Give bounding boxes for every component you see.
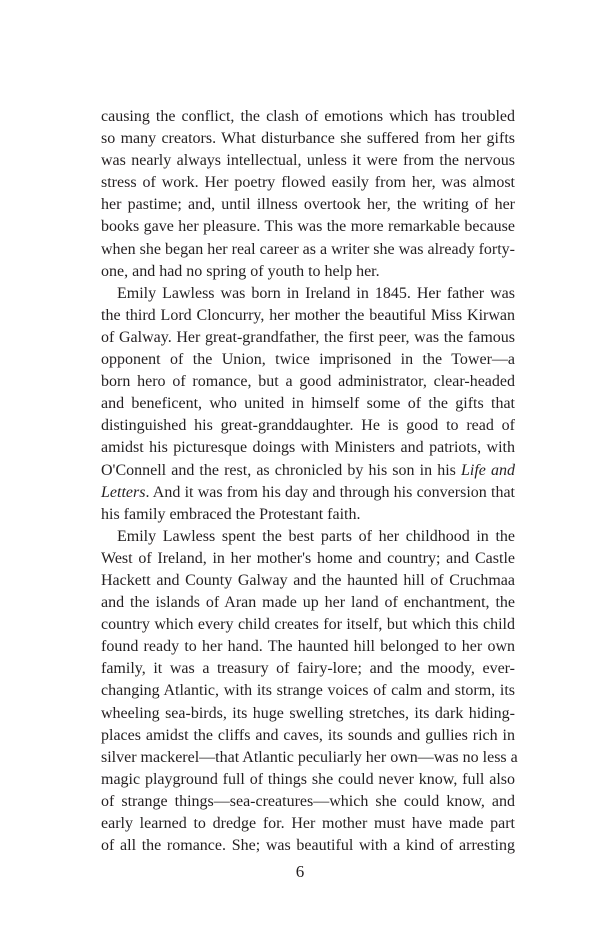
text-line: country which every child creates for itself, but which this child xyxy=(101,616,515,634)
text-line: Hackett and County Galway and the haunted hill of Cruchmaa xyxy=(101,571,515,589)
text-line: the third Lord Cloncurry, her mother the beautiful Miss Kirwan xyxy=(101,306,515,324)
text-line: opponent of the Union, twice imprisoned in the Tower—a xyxy=(101,351,515,369)
book-title-italic: Life and xyxy=(461,461,516,479)
text-line: places amidst the cliffs and caves, its sounds and gullies rich in xyxy=(101,726,515,744)
text-line: causing the conflict, the clash of emotions which has troubled xyxy=(101,108,515,125)
text-line: and the islands of Aran made up her land of enchantment, the xyxy=(101,594,515,612)
text-line: amidst his picturesque doings with Ministers and patriots, with xyxy=(101,439,515,457)
text-line: Letters. And it was from his day and through his conversion that xyxy=(101,483,515,501)
text-line: changing Atlantic, with its strange voices of calm and storm, its xyxy=(101,682,515,700)
text-line: family, it was a treasury of fairy-lore; and the moody, ever- xyxy=(101,660,515,678)
text-line: West of Ireland, in her mother's home and country; and Castle xyxy=(101,549,515,567)
text-line: early learned to dredge for. Her mother must have made part xyxy=(101,815,515,832)
text-line: of Galway. Her great-grandfather, the first peer, was the famous xyxy=(101,328,515,346)
text-line: born hero of romance, but a good administrator, clear-headed xyxy=(101,373,515,391)
text-line: magic playground full of things she could never know, full also xyxy=(101,770,515,788)
text-line: one, and had no spring of youth to help her. xyxy=(101,262,380,280)
text-line: found ready to her hand. The haunted hill belonged to her own xyxy=(101,638,515,656)
text-line: silver mackerel—that Atlantic peculiarly her own—was no less a xyxy=(101,748,518,766)
text-line: of all the romance. She; was beautiful with a kind of arresting xyxy=(101,837,515,855)
body-text xyxy=(101,106,518,857)
text-line: books gave her pleasure. This was the more remarkable because xyxy=(101,218,515,236)
text-line: wheeling sea-birds, its huge swelling stretches, its dark hiding- xyxy=(101,704,515,722)
paragraph-2 xyxy=(101,283,515,526)
text-line: of strange things—sea-creatures—which she could know, and xyxy=(101,792,515,810)
text-line: when she began her real career as a writer she was already forty- xyxy=(101,240,516,258)
text-line: his family embraced the Protestant faith. xyxy=(101,505,361,523)
page-number: 6 xyxy=(295,862,305,881)
paragraph-3 xyxy=(101,526,518,857)
text-line: Emily Lawless spent the best parts of her childhood in the xyxy=(117,527,515,545)
text-line: O'Connell and the rest, as chronicled by his son in his Life and xyxy=(101,461,516,479)
text-line: Emily Lawless was born in Ireland in 1845. Her father was xyxy=(117,284,515,302)
text-line: stress of work. Her poetry flowed easily from her, was almost xyxy=(101,174,515,192)
paragraph-1 xyxy=(101,106,515,283)
text-line: was nearly always intellectual, unless it were from the nervous xyxy=(101,152,515,170)
text-line: her pastime; and, until illness overtook her, the writing of her xyxy=(101,196,515,214)
book-title-italic: Letters xyxy=(101,483,146,501)
text-line: and beneficent, who united in himself some of the gifts that xyxy=(101,395,515,413)
text-line: so many creators. What disturbance she suffered from her gifts xyxy=(101,130,515,148)
text-line: distinguished his great-granddaughter. He is good to read of xyxy=(101,417,515,435)
